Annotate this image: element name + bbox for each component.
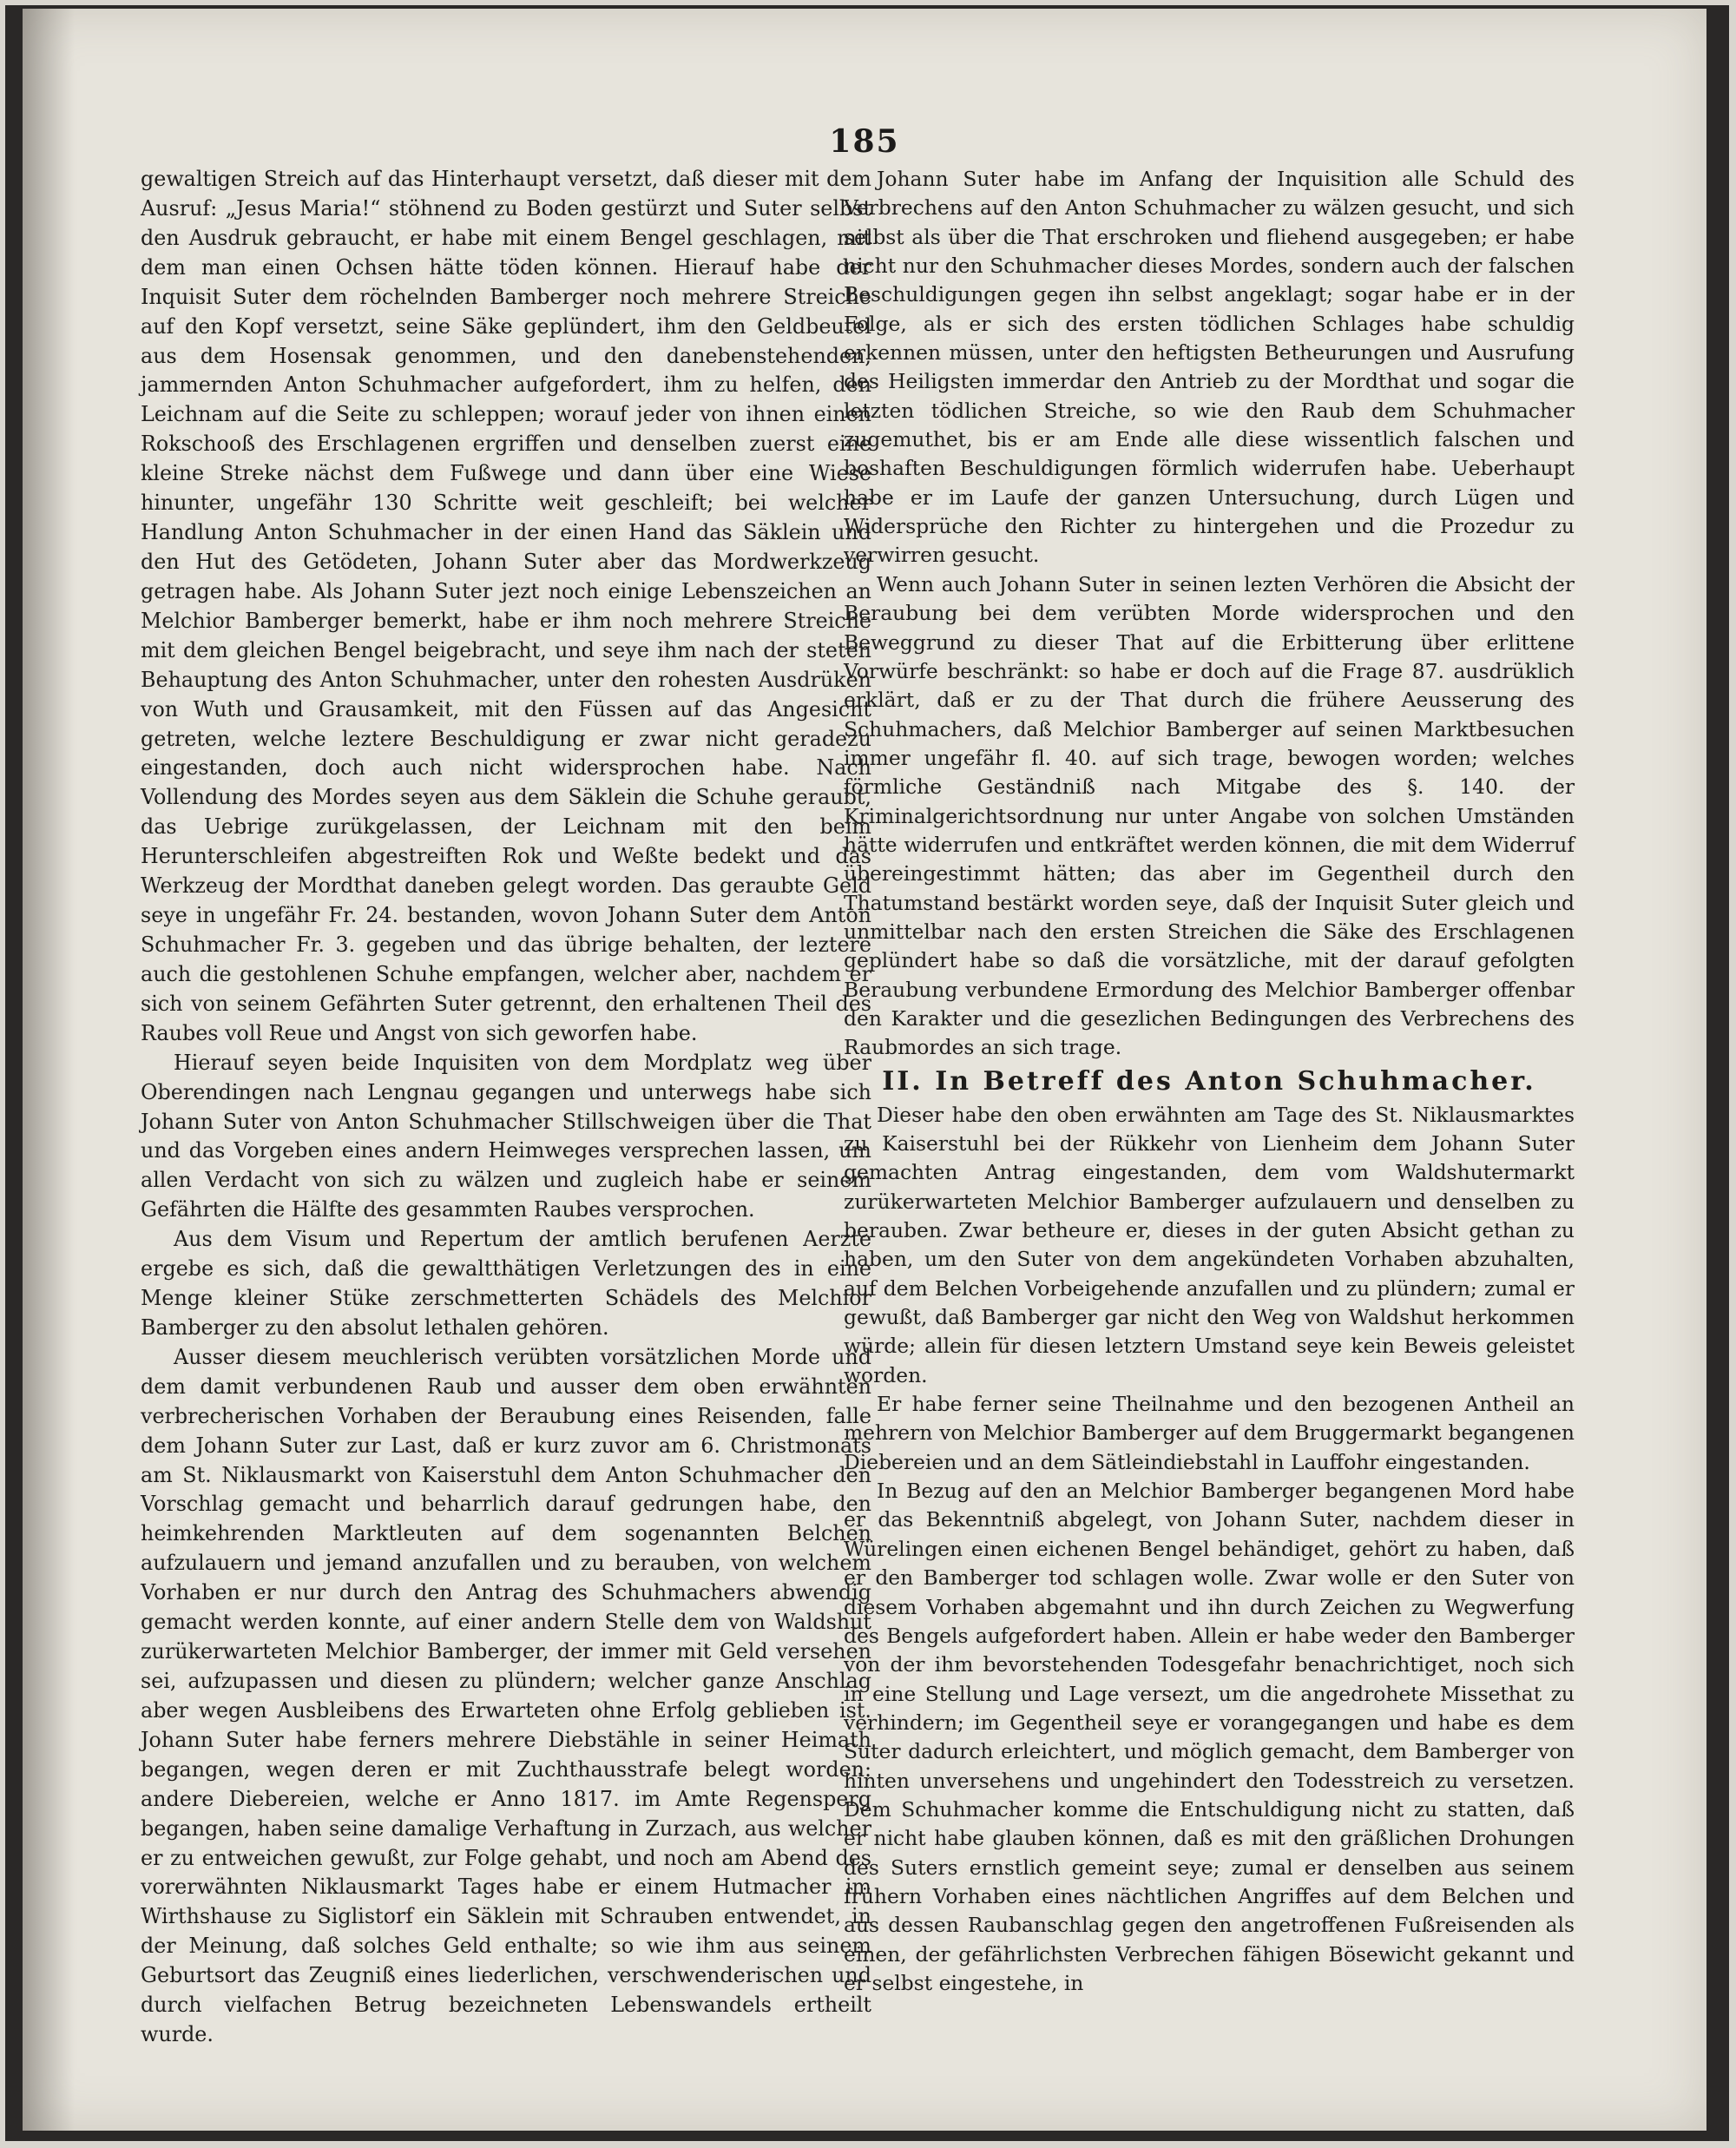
binding-shadow <box>23 9 75 2131</box>
right-paragraph-3: Dieser habe den oben erwähnten am Tage des St. Niklausmarktes zu Kaiserstuhl bei der Rükkehr von Lienheim dem Johann Suter gemachten Antrag eingestanden, dem vom Waldshutermarkt zurükerwarteten Melchior Bamberger aufzulauern und denselben zu berauben. Zwar betheure er, dieses in der guten Absicht gethan zu haben, um den Suter von dem angekündeten Vorhaben abzuhalten, auf dem Belchen Vorbeigehende anzufallen und zu plündern; zumal er gewußt, daß Bamberger gar nicht den Weg von Waldshut herkommen würde; allein für diesen letztern Umstand seye kein Beweis geleistet worden. <box>844 1102 1575 1387</box>
page-number: 185 <box>829 123 900 160</box>
left-text-column <box>141 165 871 2066</box>
right-paragraph-1: Johann Suter habe im Anfang der Inquisition alle Schuld des Verbrechens auf den Anton Schuhmacher zu wälzen gesucht, und sich selbst als über die That erschroken und fliehend ausgegeben; er habe nicht nur den Schuhmacher dieses Mordes, sondern auch der falschen Beschuldigungen gegen ihn selbst angeklagt; sogar habe er in der Folge, als er sich des ersten tödlichen Schlages habe schuldig erkennen müssen, unter den heftigsten Betheurungen und Ausrufung des Heiligsten immerdar den Antrieb zu der Mordthat und sogar die letzten tödlichen Streiche, so wie den Raub dem Schuhmacher zugemuthet, bis er am Ende alle diese wissentlich falschen und boshaften Beschuldigungen förmlich widerrufen habe. Ueberhaupt habe er im Laufe der ganzen Untersuchung, durch Lügen und Widersprüche den Richter zu hintergehen und die Prozedur zu verwirren gesucht. <box>844 167 1575 568</box>
right-paragraph-2: Wenn auch Johann Suter in seinen lezten Verhören die Absicht der Beraubung bei dem verübten Morde widersprochen und den Beweggrund zu dieser That auf die Erbitterung über erlittene Vorwürfe beschränkt: so habe er doch auf die Frage 87. ausdrüklich erklärt, daß er zu der That durch die frühere Aeusserung des Schuhmachers, daß Melchior Bamberger auf seinen Marktbesuchen immer ungefähr fl. 40. auf sich trage, bewogen worden; welches förmliche Geständniß nach Mitgabe des §. 140. der Kriminalgerichtsordnung nur unter Angabe von solchen Umständen hätte widerrufen und entkräftet werden können, die mit dem Widerruf übereingestimmt hätten; das aber im Gegentheil durch den Thatumstand bestärkt worden seye, daß der Inquisit Suter gleich und unmittelbar nach den ersten Streichen die Säke des Erschlagenen geplündert habe so daß die vorsätzliche, mit der darauf gefolgten Beraubung verbundene Ermordung des Melchior Bamberger offenbar den Karakter und die gesezlichen Bedingungen des Verbrechens des Raubmordes an sich trage. <box>844 571 1575 1060</box>
left-paragraph-4: Ausser diesem meuchlerisch verübten vorsätzlichen Morde und dem damit verbundenen Raub und ausser dem oben erwähnten verbrecherischen Vorhaben der Beraubung eines Reisenden, falle dem Johann Suter zur Last, daß er kurz zuvor am 6. Christmonats am St. Niklausmarkt von Kaiserstuhl dem Anton Schuhmacher den Vorschlag gemacht und beharrlich darauf gedrungen habe, den heimkehrenden Marktleuten auf dem sogenannten Belchen aufzulauern und jemand anzufallen und zu berauben, von welchem Vorhaben er nur durch den Antrag des Schuhmachers abwendig gemacht werden konnte, auf einer andern Stelle dem von Waldshut zurükerwarteten Melchior Bamberger, der immer mit Geld versehen sei, aufzupassen und diesen zu plündern; welcher ganze Anschlag aber wegen Ausbleibens des Erwarteten ohne Erfolg geblieben ist. Johann Suter habe ferners mehrere Diebstähle in seiner Heimath begangen, wegen deren er mit Zuchthausstrafe belegt worden: andere Diebereien, welche er Anno 1817. im Amte Regensperg begangen, haben seine damalige Verhaftung in Zurzach, aus welcher er zu entweichen gewußt, zur Folge gehabt, und noch am Abend des vorerwähnten Niklausmarkt Tages habe er einem Hutmacher im Wirthshause zu Siglistorf ein Säklein mit Schrauben entwendet, in der Meinung, daß solches Geld enthalte; so wie ihm aus seinem Geburtsort das Zeugniß eines liederlichen, verschwenderischen und durch vielfachen Betrug bezeichneten Lebenswandels ertheilt wurde. <box>141 1344 871 2047</box>
left-paragraph-1: gewaltigen Streich auf das Hinterhaupt versetzt, daß dieser mit dem Ausruf: „Jesus Maria!“ stöhnend zu Boden gestürzt und Suter selbst den Ausdruk gebraucht, er habe mit einem Bengel geschlagen, mit dem man einen Ochsen hätte töden können. Hierauf habe der Inquisit Suter dem röchelnden Bamberger noch mehrere Streiche auf den Kopf versetzt, seine Säke geplündert, ihm den Geldbeutel aus dem Hosensak genommen, und den danebenstehenden, jammernden Anton Schuhmacher aufgefordert, ihm zu helfen, den Leichnam auf die Seite zu schleppen; worauf jeder von ihnen einen Rokschooß des Erschlagenen ergriffen und denselben zuerst eine kleine Streke nächst dem Fußwege und dann über eine Wiese hinunter, ungefähr 130 Schritte weit geschleift; bei welcher Handlung Anton Schuhmacher in der einen Hand das Säklein und den Hut des Getödeten, Johann Suter aber das Mordwerkzeug getragen habe. Als Johann Suter jezt noch einige Lebenszeichen an Melchior Bamberger bemerkt, habe er ihm noch mehrere Streiche mit dem gleichen Bengel beigebracht, und seye ihm nach der steten Behauptung des Anton Schuhmacher, unter den rohesten Ausdrüken von Wuth und Grausamkeit, mit den Füssen auf das Angesicht getreten, welche leztere Beschuldigung er zwar nicht geradezu eingestanden, doch auch nicht widersprochen habe. Nach Vollendung des Mordes seyen aus dem Säklein die Schuhe geraubt, das Uebrige zurükgelassen, der Leichnam mit den beim Herunterschleifen abgestreiften Rok und Weßte bedekt und das Werkzeug der Mordthat daneben gelegt worden. Das geraubte Geld seye in ungefähr Fr. 24. bestanden, wovon Johann Suter dem Anton Schuhmacher Fr. 3. gegeben und das übrige behalten, der leztere auch die gestohlenen Schuhe empfangen, welcher aber, nachdem er sich von seinem Gefährten Suter getrennt, den erhaltenen Theil des Raubes voll Reue und Angst von sich geworfen habe. <box>141 167 871 1045</box>
left-paragraph-2: Hierauf seyen beide Inquisiten von dem Mordplatz weg über Oberendingen nach Lengnau gegangen und unterwegs habe sich Johann Suter von Anton Schuhmacher Stillschweigen über die That und das Vorgeben eines andern Heimweges versprechen lassen, um allen Verdacht von sich zu wälzen und zugleich habe er seinem Gefährten die Hälfte des gesammten Raubes versprochen. <box>141 1050 871 1222</box>
left-paragraph-3: Aus dem Visum und Repertum der amtlich berufenen Aerzte ergebe es sich, daß die gewaltthätigen Verletzungen des in eine Menge kleiner Stüke zerschmetterten Schädels des Melchior Bamberger zu den absolut lethalen gehören. <box>141 1227 871 1340</box>
section-heading: II. In Betreff des Anton Schuhmacher. <box>882 1065 1536 1097</box>
right-text-column <box>844 165 1575 2066</box>
right-paragraph-4: Er habe ferner seine Theilnahme und den bezogenen Antheil an mehrern von Melchior Bamberger auf dem Bruggermarkt begangenen Diebereien und an dem Sätleindiebstahl in Lauffohr eingestanden. <box>844 1392 1575 1474</box>
right-paragraph-5: In Bezug auf den an Melchior Bamberger begangenen Mord habe er das Bekenntniß abgelegt, von Johann Suter, nachdem dieser in Würelingen einen eichenen Bengel behändiget, gehört zu haben, daß er den Bamberger tod schlagen wolle. Zwar wolle er den Suter von diesem Vorhaben abgemahnt und ihn durch Zeichen zu Wegwerfung des Bengels aufgefordert haben. Allein er habe weder den Bamberger von der ihm bevorstehenden Todesgefahr benachrichtiget, noch sich in eine Stellung und Lage versezt, um die angedrohete Missethat zu verhindern; im Gegentheil seye er vorangegangen und habe es dem Suter dadurch erleichtert, und möglich gemacht, dem Bamberger von hinten unversehens und ungehindert den Todesstreich zu versetzen. Dem Schuhmacher komme die Entschuldigung nicht zu statten, daß er nicht habe glauben können, daß es mit den gräßlichen Drohungen des Suters ernstlich gemeint seye; zumal er denselben aus seinem frühern Vorhaben eines nächtlichen Angriffes auf dem Belchen und aus dessen Raubanschlag gegen den angetroffenen Fußreisenden als einen, der gefährlichsten Verbrechen fähigen Bösewicht gekannt und er selbst eingestehe, in <box>844 1479 1575 1995</box>
